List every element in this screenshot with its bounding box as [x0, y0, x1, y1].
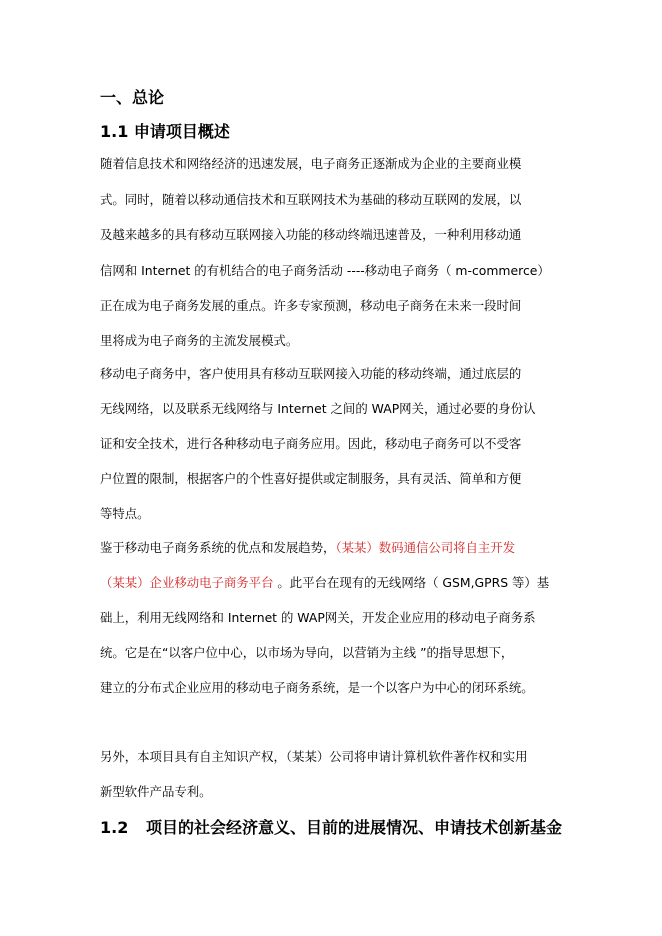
para4-line-1: 另外，本项目具有自主知识产权，（某某）公司将申请计算机软件著作权和实用: [100, 749, 528, 764]
para3-line-3: 础上，利用无线网络和 Internet 的 WAP网关，开发企业应用的移动电子商务系: [100, 610, 536, 625]
para1-line-6: 里将成为电子商务的主流发展模式。: [100, 333, 299, 348]
para3-line-1: [100, 539, 515, 557]
para2-line-5: 等特点。: [100, 506, 150, 521]
subsection-title: 项目的社会经济意义、目前的进展情况、申请技术创新基金: [146, 818, 563, 837]
para1-line-1: 随着信息技术和网络经济的迅速发展，电子商务正逐渐成为企业的主要商业模: [100, 156, 522, 171]
para3-highlight-platform: （某某）企业移动电子商务平台: [100, 575, 274, 590]
para1-line-5: 正在成为电子商务发展的重点。许多专家预测，移动电子商务在未来一段时间: [100, 298, 522, 313]
para2-line-3: 证和安全技术，进行各种移动电子商务应用。因此，移动电子商务可以不受客: [100, 436, 522, 451]
para3-line-5: 建立的分布式企业应用的移动电子商务系统，是一个以客户为中心的闭环系统。: [100, 680, 534, 695]
para1-line-3: 及越来越多的具有移动互联网接入功能的移动终端迅速普及，一种利用移动通: [100, 227, 522, 242]
subsection-heading-1-1: 1.1 申请项目概述: [100, 122, 230, 141]
para4-line-2: 新型软件产品专利。: [100, 784, 212, 799]
para2-line-1: 移动电子商务中，客户使用具有移动互联网接入功能的移动终端，通过底层的: [100, 366, 522, 381]
subsection-heading-1-2: [100, 817, 562, 839]
para3-highlight-company: （某某）数码通信公司将自主开发: [335, 540, 516, 555]
para2-line-2: 无线网络，以及联系无线网络与 Internet 之间的 WAP网关，通过必要的身份认: [100, 401, 536, 416]
para3-line-1-text: 鉴于移动电子商务系统的优点和发展趋势，: [100, 540, 336, 555]
section-heading-overview: 一、总论: [100, 88, 165, 107]
para3-line-4: 统。它是在“以客户位中心，以市场为导向，以营销为主线 ”的指导思想下，: [100, 645, 514, 660]
subsection-number: 1.2: [100, 818, 129, 837]
para1-line-2: 式。同时，随着以移动通信技术和互联网技术为基础的移动互联网的发展，以: [100, 192, 522, 207]
para2-line-4: 户位置的限制，根据客户的个性喜好提供或定制服务，具有灵活、简单和方便: [100, 471, 522, 486]
para3-line-2: [100, 574, 549, 592]
para3-line-2-text: 。此平台在现有的无线网络（ GSM,GPRS 等）基: [273, 575, 550, 590]
para1-line-4: 信网和 Internet 的有机结合的电子商务活动 ----移动电子商务（ m-commerce）: [100, 263, 550, 278]
